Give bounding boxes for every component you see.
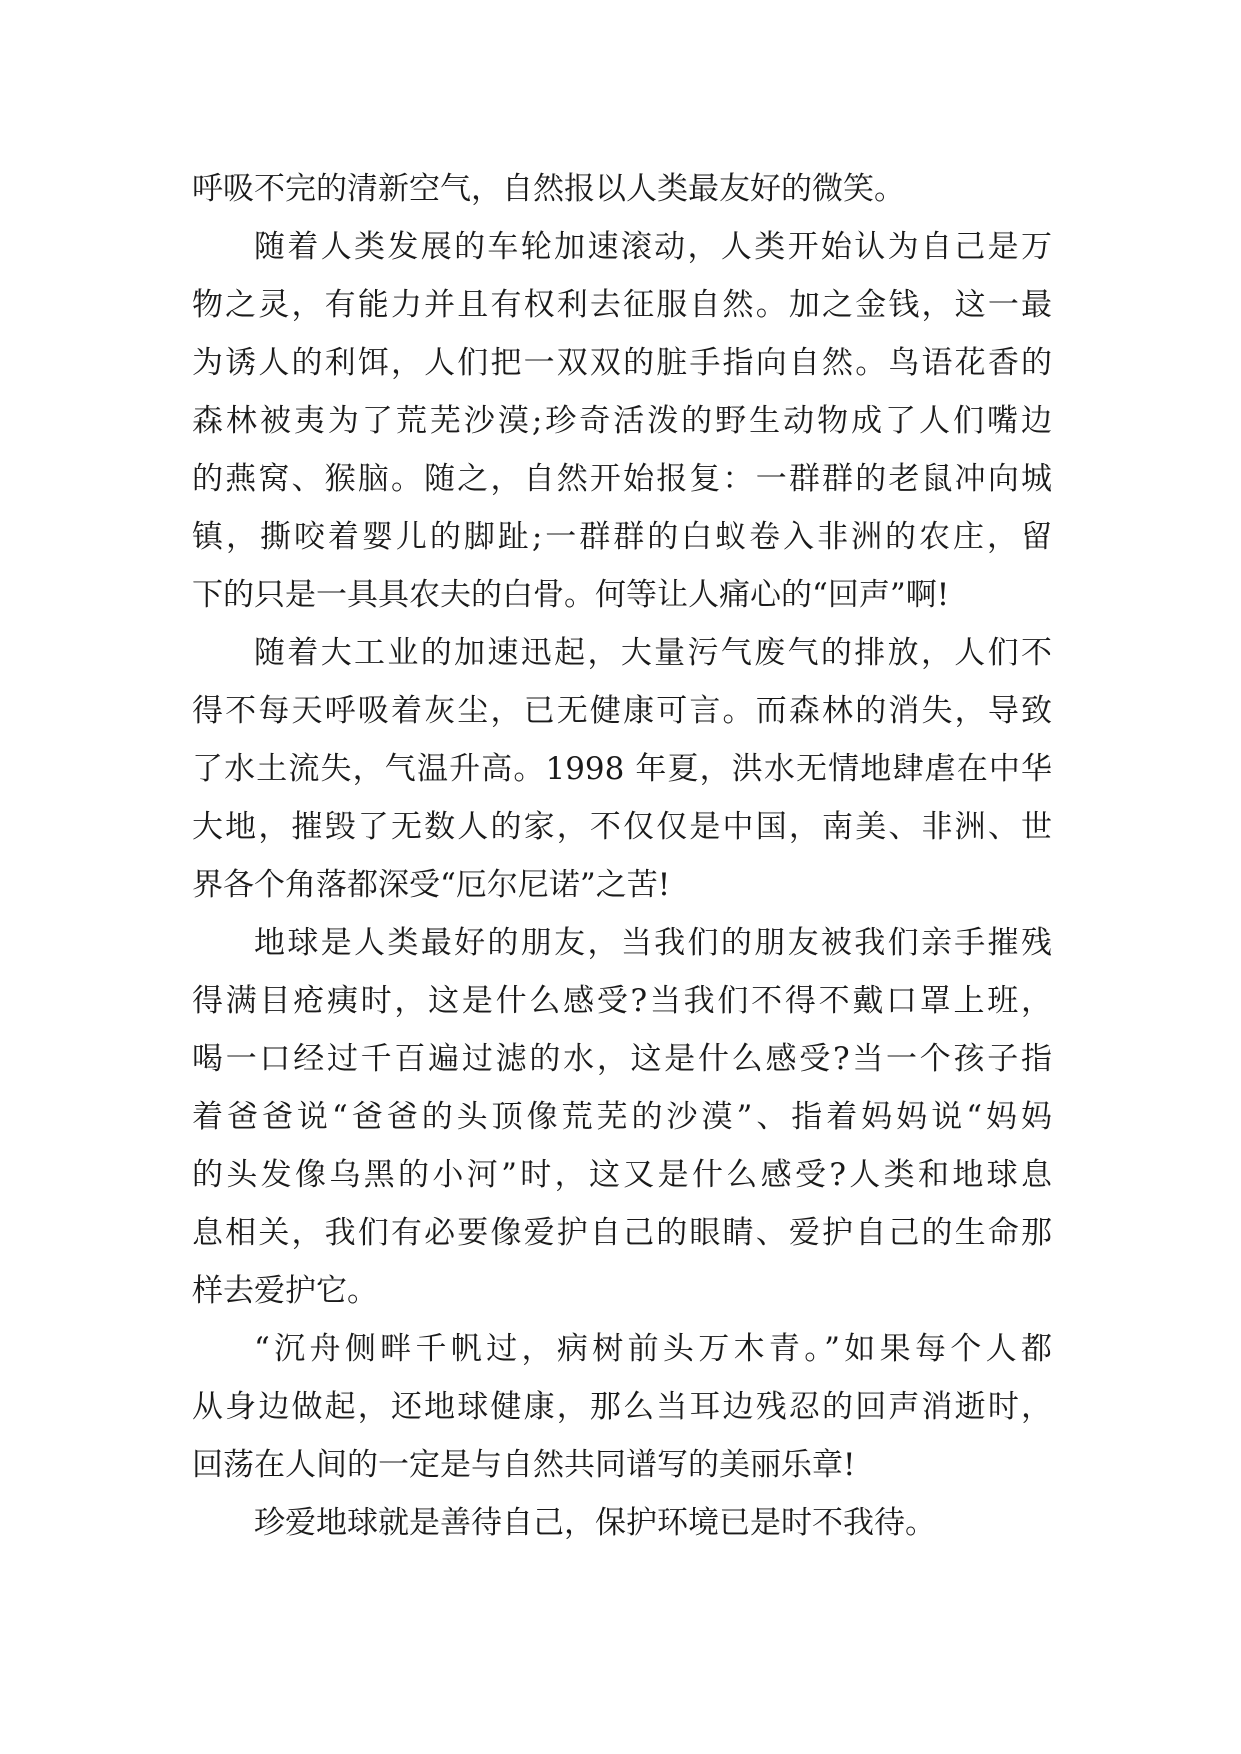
text-line: 回荡在人间的一定是与自然共同谱写的美丽乐章!: [192, 1447, 856, 1483]
text-line: 从身边做起，还地球健康，那么当耳边残忍的回声消逝时，: [192, 1389, 1052, 1425]
text-line: 森林被夷为了荒芜沙漠;珍奇活泼的野生动物成了人们嘴边: [192, 403, 1052, 439]
paragraph: [192, 218, 1052, 624]
text-line: “沉舟侧畔千帆过，病树前头万木青。”如果每个人都: [254, 1331, 1052, 1367]
paragraph: [192, 624, 1052, 914]
text-line: 为诱人的利饵，人们把一双双的脏手指向自然。鸟语花香的: [192, 345, 1052, 381]
text-line: 的头发像乌黑的小河”时，这又是什么感受?人类和地球息: [192, 1157, 1052, 1193]
text-line: 物之灵，有能力并且有权利去征服自然。加之金钱，这一最: [192, 287, 1052, 323]
text-line: 珍爱地球就是善待自己，保护环境已是时不我待。: [254, 1505, 936, 1541]
text-line: 随着大工业的加速迅起，大量污气废气的排放，人们不: [254, 635, 1052, 671]
text-line: 地球是人类最好的朋友，当我们的朋友被我们亲手摧残: [254, 925, 1052, 961]
text-line: 界各个角落都深受“厄尔尼诺”之苦!: [192, 867, 671, 903]
text-line: 息相关，我们有必要像爱护自己的眼睛、爱护自己的生命那: [192, 1215, 1052, 1251]
text-line: 镇，撕咬着婴儿的脚趾;一群群的白蚁卷入非洲的农庄，留: [192, 519, 1052, 555]
text-line: 着爸爸说“爸爸的头顶像荒芜的沙漠”、指着妈妈说“妈妈: [192, 1099, 1052, 1135]
paragraph: [192, 160, 1052, 218]
body-text: [192, 160, 1052, 1552]
paragraph: [192, 914, 1052, 1320]
text-line: 随着人类发展的车轮加速滚动，人类开始认为自己是万: [254, 229, 1052, 265]
text-line: 的燕窝、猴脑。随之，自然开始报复：一群群的老鼠冲向城: [192, 461, 1052, 497]
text-line: 了水土流失，气温升高。1998 年夏，洪水无情地肆虐在中华: [192, 751, 1052, 787]
text-line: 得不每天呼吸着灰尘，已无健康可言。而森林的消失，导致: [192, 693, 1052, 729]
text-line: 呼吸不完的清新空气，自然报以人类最友好的微笑。: [192, 171, 905, 207]
text-line: 得满目疮痍时，这是什么感受?当我们不得不戴口罩上班，: [192, 983, 1052, 1019]
text-line: 大地，摧毁了无数人的家，不仅仅是中国，南美、非洲、世: [192, 809, 1052, 845]
text-line: 喝一口经过千百遍过滤的水，这是什么感受?当一个孩子指: [192, 1041, 1052, 1077]
paragraph: [192, 1320, 1052, 1494]
paragraph: [192, 1494, 1052, 1552]
text-line: 样去爱护它。: [192, 1273, 378, 1309]
text-line: 下的只是一具具农夫的白骨。何等让人痛心的“回声”啊!: [192, 577, 950, 613]
